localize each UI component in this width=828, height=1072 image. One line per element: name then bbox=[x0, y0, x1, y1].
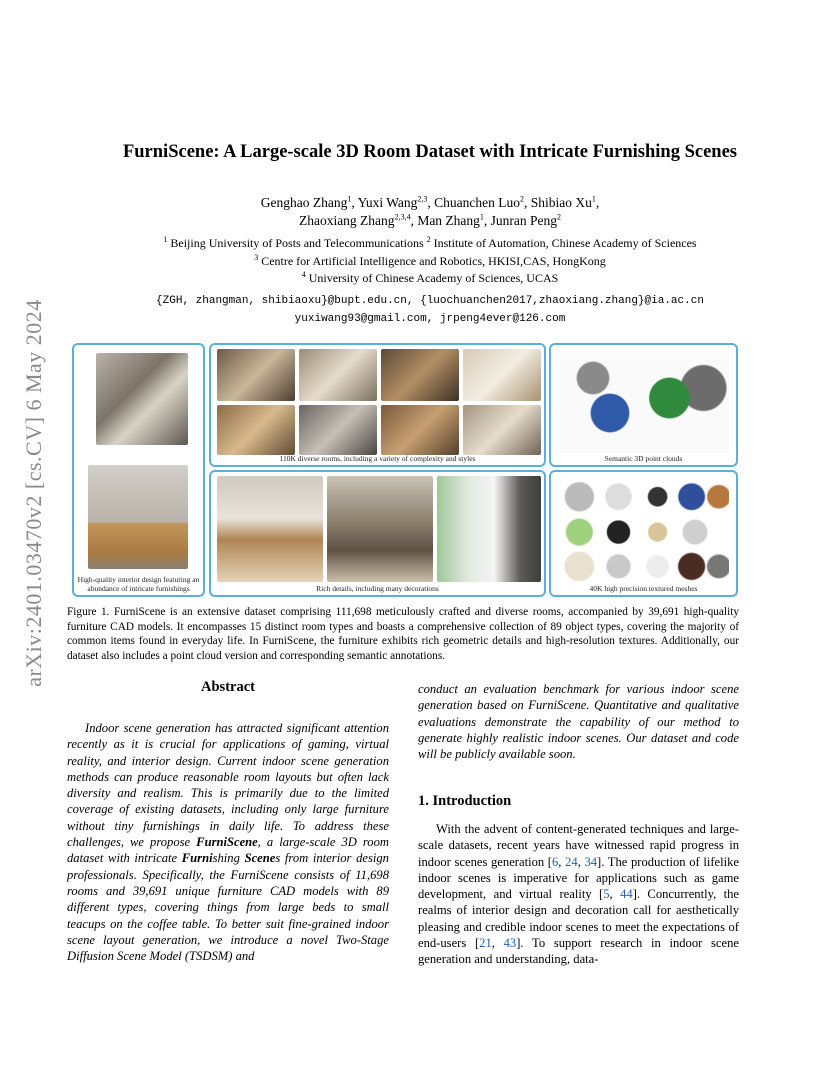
author-emails bbox=[60, 292, 800, 328]
intro-body bbox=[418, 821, 739, 968]
affiliations bbox=[60, 235, 800, 288]
intro-text: , bbox=[577, 854, 585, 869]
panel-interior-design bbox=[72, 343, 205, 597]
affil-text: Institute of Automation, Chinese Academy of Sciences bbox=[430, 236, 697, 250]
study-room-image bbox=[437, 476, 541, 582]
room-render-image bbox=[217, 349, 295, 401]
intro-text: ]. The production of lifelike indoor scenes is imperative for applications such as game development, and virtual reality [ bbox=[418, 854, 739, 902]
author-list bbox=[60, 194, 800, 230]
author-name: , Chuanchen Luo bbox=[427, 195, 520, 210]
author-separator: , bbox=[595, 195, 600, 210]
panel-caption-rooms: 110K diverse rooms, including a variety of complexity and styles bbox=[279, 454, 476, 463]
room-render-image bbox=[463, 405, 541, 455]
abstract-heading: Abstract bbox=[201, 679, 255, 695]
abstract-continued: conduct an evaluation benchmark for various indoor scene generation based on FurniScene. Quantitative and qualitative evaluations demonstrate the capability of our method to generate highly realistic indoor scenes. Our dataset and code will be publicly available soon. bbox=[418, 682, 739, 762]
abstract-bold: Furni bbox=[181, 851, 213, 866]
citation-link[interactable]: 43 bbox=[503, 936, 517, 951]
intro-text: ]. To support research in indoor scene generation and understanding, data- bbox=[418, 936, 740, 967]
arxiv-identifier: arXiv:2401.03470v2 [cs.CV] 6 May 2024 bbox=[21, 299, 46, 687]
abstract-body bbox=[67, 720, 389, 964]
intro-text: With the advent of content-generated techniques and large-scale datasets, recent years have witnessed rapid progress in indoor scenes generation [ bbox=[418, 822, 739, 869]
author-name: , Man Zhang bbox=[410, 213, 480, 228]
abstract-bold: Scene bbox=[244, 851, 276, 866]
mesh-objects-image bbox=[559, 478, 729, 582]
author-affil: 2,3,4 bbox=[394, 212, 411, 222]
interior-closeup-image bbox=[88, 465, 188, 569]
citation-link[interactable]: 34 bbox=[584, 854, 598, 869]
room-render-image bbox=[381, 405, 459, 455]
abstract-bold: FurniScene bbox=[196, 835, 258, 850]
author-name: Genghao Zhang bbox=[260, 195, 348, 210]
citation-link[interactable]: 44 bbox=[620, 887, 633, 902]
hallway-image bbox=[327, 476, 433, 582]
author-name: , Shibiao Xu bbox=[524, 195, 592, 210]
author-affil: 2,3 bbox=[417, 194, 428, 204]
citation-link[interactable]: 24 bbox=[565, 854, 578, 869]
room-render-image bbox=[217, 405, 295, 455]
affil-text: Beijing University of Posts and Telecommunications bbox=[167, 236, 427, 250]
abstract-text: shing bbox=[212, 851, 245, 866]
intro-heading: 1. Introduction bbox=[418, 793, 512, 809]
intro-text: , bbox=[491, 936, 504, 951]
point-cloud-image bbox=[559, 353, 729, 453]
citation-link[interactable]: 6 bbox=[552, 854, 559, 869]
panel-caption-points: Semantic 3D point clouds bbox=[604, 454, 683, 463]
room-render-image bbox=[299, 405, 377, 455]
room-render-image bbox=[463, 349, 541, 401]
affil-number: 4 bbox=[301, 270, 306, 279]
floorplan-render-image bbox=[96, 353, 188, 445]
email-line-2: yuxiwang93@gmail.com, jrpeng4ever@126.com bbox=[294, 313, 566, 325]
affiliation-line bbox=[60, 235, 800, 253]
citation-link[interactable]: 5 bbox=[603, 887, 610, 902]
panel-diverse-rooms bbox=[209, 343, 546, 467]
paper-title: FurniScene: A Large-scale 3D Room Dataset with Intricate Furnishing Scenes bbox=[122, 142, 738, 162]
affiliation-line bbox=[60, 253, 800, 271]
figure-1 bbox=[72, 343, 738, 597]
author-name: , Yuxi Wang bbox=[351, 195, 418, 210]
author-name: Zhaoxiang Zhang bbox=[298, 213, 395, 228]
intro-text: , bbox=[609, 887, 621, 902]
room-render-image bbox=[381, 349, 459, 401]
room-render-image bbox=[299, 349, 377, 401]
affiliation-line bbox=[60, 270, 800, 288]
citation-link[interactable]: 21 bbox=[479, 936, 492, 951]
author-affil: 1 bbox=[347, 194, 352, 204]
affil-number: 1 bbox=[163, 235, 168, 244]
intro-text: ]. Concurrently, the realms of interior design and decoration call for aesthetically pleasing and credible indoor scenes to meet the expectations of end-users [ bbox=[418, 887, 740, 951]
author-affil: 1 bbox=[591, 194, 596, 204]
panel-caption-interior: High-quality interior design featuring an abundance of intricate furnishings bbox=[77, 575, 200, 593]
author-name: , Junran Peng bbox=[483, 213, 558, 228]
author-affil: 1 bbox=[479, 212, 484, 222]
abstract-text: , a large-scale 3D room dataset with intricate bbox=[67, 835, 389, 866]
panel-caption-details: Rich details, including many decorations bbox=[316, 584, 439, 593]
email-line-1: {ZGH, zhangman, shibiaoxu}@bupt.edu.cn, {luochuanchen2017,zhaoxiang.zhang}@ia.ac.cn bbox=[156, 295, 704, 307]
affil-text: Centre for Artificial Intelligence and Robotics, HKISI,CAS, HongKong bbox=[258, 253, 606, 268]
author-affil: 2 bbox=[520, 194, 524, 204]
affil-text: University of Chinese Academy of Sciences, UCAS bbox=[305, 271, 559, 285]
panel-textured-meshes bbox=[549, 470, 738, 597]
abstract-text: s from interior design professionals. Specifically, the FurniScene consists of 11,698 rooms and 39,691 unique furniture CAD models with 89 different types, covering things from large beds to small teacups on the coffee table. To better suit fine-grained indoor scene layout generation, we introduce a novel Two-Stage Diffusion Scene Model (TSDSM) and bbox=[67, 851, 389, 964]
figure-caption: Figure 1. FurniScene is an extensive dataset comprising 111,698 meticulously crafted and diverse rooms, accompanied by 39,691 high-quality furniture CAD models. It encompasses 15 distinct room types and boasts a comprehensive collection of 89 object types, covering the majority of common items found in everyday life. In FurniScene, the furniture exhibits rich geometric details and high-resolution textures. Additionally, our dataset also includes a point cloud version and corresponding semantic annotations. bbox=[67, 606, 739, 662]
abstract-text: Indoor scene generation has attracted significant attention recently as it is crucial for applications of gaming, virtual reality, and interior design. Current indoor scene generation methods can produce reasonable room layouts but often lack diversity and realism. This is primarily due to the limited coverage of existing datasets, including only large furniture without tiny furnishings in daily life. To address these challenges, we propose bbox=[67, 721, 389, 850]
author-line-2 bbox=[60, 212, 800, 230]
panel-rich-details bbox=[209, 470, 546, 597]
author-line-1 bbox=[60, 194, 800, 212]
affil-number: 2 bbox=[426, 235, 431, 244]
intro-text: , bbox=[558, 854, 566, 869]
panel-caption-meshes: 40K high precision textured meshes bbox=[589, 584, 698, 593]
author-affil: 2 bbox=[557, 212, 562, 222]
living-room-image bbox=[217, 476, 323, 582]
panel-point-clouds bbox=[549, 343, 738, 467]
affil-number: 3 bbox=[254, 252, 259, 262]
